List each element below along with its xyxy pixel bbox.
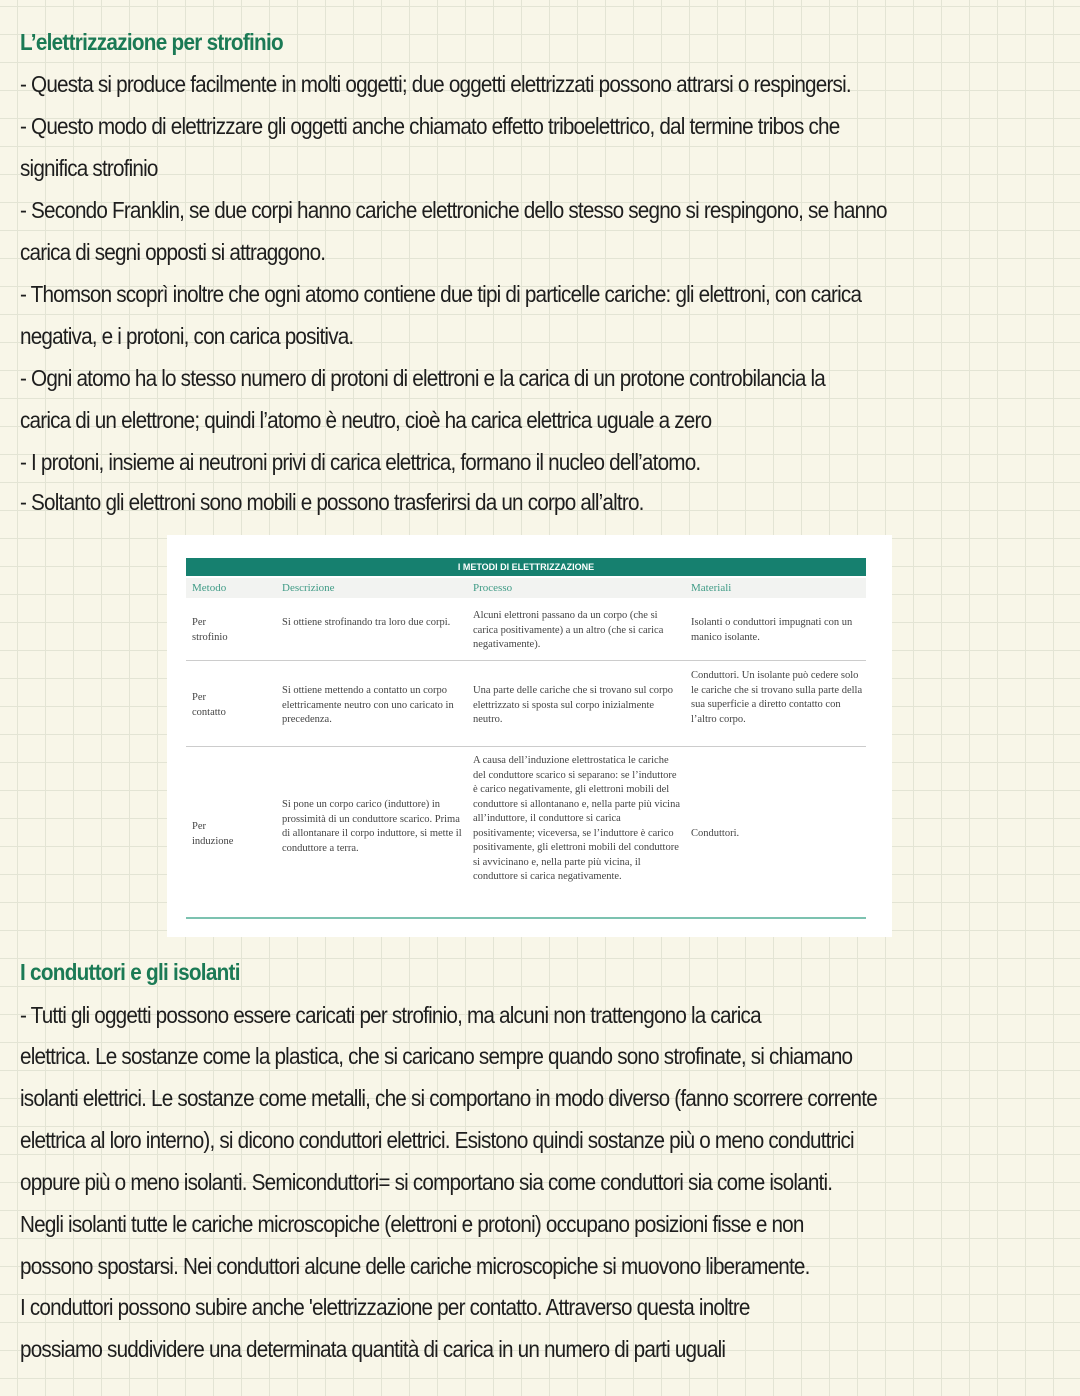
row-divider [186, 660, 866, 661]
table-bottom-rule [186, 917, 866, 919]
row-divider [186, 746, 866, 747]
text-line: elettrica al loro interno), si dicono conduttori elettrici. Esistono quindi sostanze più o meno conduttrici [20, 1127, 854, 1153]
text-line: negativa, e i protoni, con carica positiva. [20, 323, 354, 349]
col-header-materiali: Materiali [691, 582, 732, 594]
text-line: elettrica. Le sostanze come la plastica, che si caricano sempre quando sono strofinate, si chiamano [20, 1043, 853, 1069]
text-line: carica di un elettrone; quindi l’atomo è neutro, cioè ha carica elettrica uguale a zero [20, 407, 712, 433]
text-line: - Soltanto gli elettroni sono mobili e possono trasferirsi da un corpo all’altro. [20, 489, 644, 515]
text-line: - Thomson scoprì inoltre che ogni atomo contiene due tipi di particelle cariche: gli elettroni, con carica [20, 281, 862, 307]
col-header-metodo: Metodo [192, 582, 227, 594]
heading-strofinio: L’elettrizzazione per strofinio [20, 29, 283, 55]
text-line: isolanti elettrici. Le sostanze come metalli, che si comportano in modo diverso (fanno scorrere corrente [20, 1085, 877, 1111]
text-line: - Secondo Franklin, se due corpi hanno cariche elettroniche dello stesso segno si respingono, se hanno [20, 197, 887, 223]
text-line: - Questa si produce facilmente in molti oggetti; due oggetti elettrizzati possono attrarsi o respingersi. [20, 71, 851, 97]
text-line: possiamo suddividere una determinata quantità di carica in un numero di parti uguali [20, 1336, 726, 1362]
text-line: possono spostarsi. Nei conduttori alcune delle cariche microscopiche si muovono liberamente. [20, 1253, 810, 1279]
text-line: - I protoni, insieme ai neutroni privi di carica elettrica, formano il nucleo dell’atomo. [20, 449, 701, 475]
table-cell: Si ottiene mettendo a contatto un corpo elettricamente neutro con uno caricato in precedenza. [282, 685, 454, 725]
methods-table-image [167, 535, 892, 937]
table-cell: Si pone un corpo carico (induttore) in prossimità di un conduttore scarico. Prima di allontanare il corpo induttore, si mette il conduttore a terra. [282, 799, 462, 854]
text-line: Negli isolanti tutte le cariche microscopiche (elettroni e protoni) occupano posizioni fisse e non [20, 1211, 804, 1237]
table-cell: Una parte delle cariche che si trovano sul corpo elettrizzato si sposta sul corpo inizialmente neutro. [473, 685, 673, 725]
table-cell: Conduttori. Un isolante può cedere solo le cariche che si trovano sulla parte della sua superficie a diretto contatto con l’altro corpo. [691, 670, 863, 725]
table-cell: A causa dell’induzione elettrostatica le cariche del conduttore scarico si separano: se l’induttore è carico negativamente, gli elettroni mobili del conduttore si allontanano e, nella parte più vicina all’induttore, il conduttore si carica positivamente; viceversa, se l’induttore è carico positivamente, gli elettroni mobili del conduttore si avvicinano e, nella parte più vicina, il conduttore si carica negativamente. [473, 755, 681, 882]
col-header-processo: Processo [473, 582, 513, 594]
table-cell: Per contatto [192, 692, 226, 718]
table-cell: Per induzione [192, 821, 234, 847]
col-header-descrizione: Descrizione [282, 582, 335, 594]
text-line: oppure più o meno isolanti. Semiconduttori= si comportano sia come conduttori sia come isolanti. [20, 1169, 833, 1195]
text-line: - Tutti gli oggetti possono essere caricati per strofinio, ma alcuni non trattengono la carica [20, 1002, 761, 1028]
text-line: - Questo modo di elettrizzare gli oggetti anche chiamato effetto triboelettrico, dal termine tribos che [20, 113, 840, 139]
heading-conduttori-isolanti: I conduttori e gli isolanti [20, 959, 240, 985]
table-cell: Alcuni elettroni passano da un corpo (che si carica positivamente) a un altro (che si carica negativamente). [473, 610, 664, 650]
text-line: carica di segni opposti si attraggono. [20, 239, 326, 265]
table-cell: Si ottiene strofinando tra loro due corpi. [282, 617, 451, 628]
table-title: I METODI DI ELETTRIZZAZIONE [186, 558, 866, 576]
text-line: significa strofinio [20, 155, 158, 181]
table-cell: Per strofinio [192, 617, 228, 643]
text-line: - Ogni atomo ha lo stesso numero di protoni di elettroni e la carica di un protone controbilancia la [20, 365, 826, 391]
table-cell: Isolanti o conduttori impugnati con un manico isolante. [691, 617, 853, 643]
text-line: I conduttori possono subire anche 'elettrizzazione per contatto. Attraverso questa inoltre [20, 1294, 750, 1320]
table-cell: Conduttori. [691, 828, 740, 839]
